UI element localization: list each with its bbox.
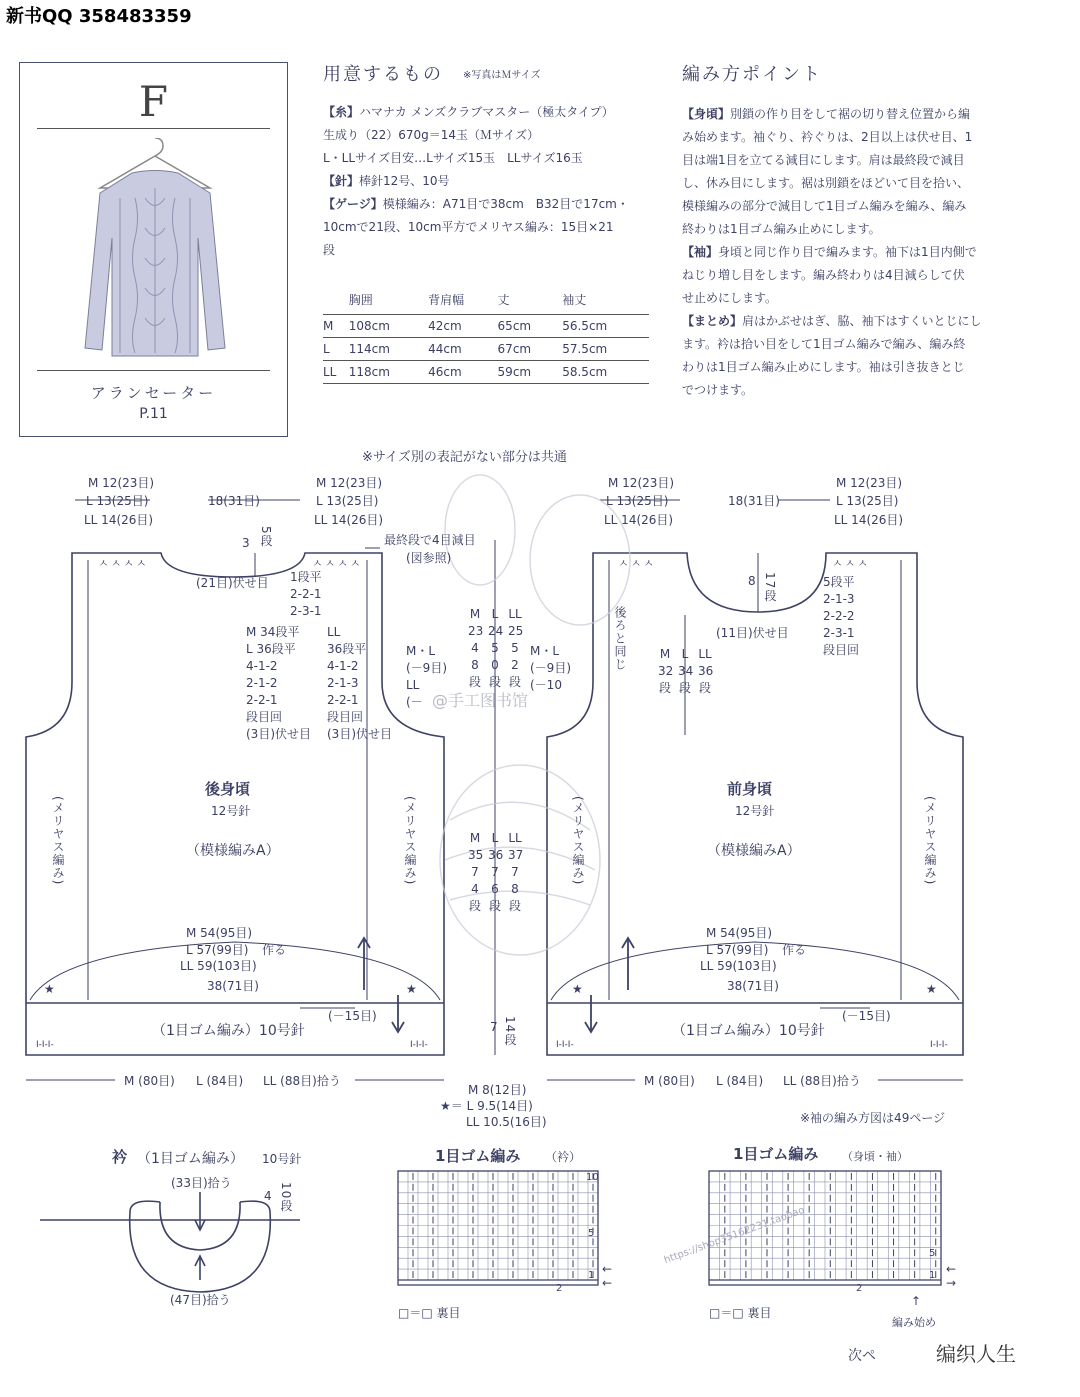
size-name: LL	[323, 361, 349, 384]
back-neck-depth-cm: 3	[242, 536, 250, 550]
front-armhole-value: L	[681, 647, 689, 661]
chart2-row1: 1	[929, 1270, 936, 1281]
back-shoulder-ll: LL 14(26目)	[84, 513, 154, 527]
chart2-sub: （身頃・袖）	[842, 1150, 908, 1163]
header-text: 新书QQ 358483359	[6, 6, 192, 27]
body-length-value: 37	[508, 848, 524, 862]
neck-decrease-step: 2-1-3	[823, 592, 855, 606]
materials-text: 生成り（22）670g＝14玉（Ｍサイズ）	[323, 128, 540, 142]
size-value: 56.5cm	[562, 315, 649, 338]
back-pickup-ll: LL (88目)拾う	[263, 1074, 341, 1088]
next-page: 次ペ	[848, 1348, 876, 1364]
back-shoulder-ll-right: LL 14(26目)	[314, 513, 384, 527]
points-text: し、休み目にします。裾は別鎖をほどいて目を拾い、	[682, 176, 970, 190]
watermark: @手工图书馆	[432, 691, 529, 710]
back-star-left: ★	[44, 982, 55, 996]
back-side-left: (メリヤス編み)	[51, 796, 65, 886]
back-rib-symbol-right: I-I-I-	[410, 1040, 428, 1050]
body-length-value: LL	[508, 831, 522, 845]
back-cast-tail: 作る	[262, 943, 287, 957]
front-hem-dec: (－15目)	[842, 1009, 891, 1023]
front-shoulder-ll: LL 14(26目)	[604, 513, 674, 527]
front-armhole-value: 32	[658, 664, 674, 678]
back-last-row-note-1: 最終段で4目減目	[384, 533, 476, 547]
armhole-depth-column	[488, 606, 502, 691]
back-hem-width: 38(71目)	[207, 979, 259, 993]
sleeve-note: ※袖の編み方図は49ページ	[800, 1111, 946, 1125]
armhole-depth-char: 5	[511, 641, 519, 655]
size-value: 57.5cm	[562, 338, 649, 361]
body-length-value: 35	[468, 848, 484, 862]
points-text: 終わりは1目ゴム編み止めにします。	[682, 222, 881, 236]
neck-decrease-step: 2-3-1	[290, 604, 322, 618]
size-header: 丈	[497, 293, 510, 307]
chart2-title: 1目ゴム編み	[733, 1145, 819, 1163]
armhole-depth	[468, 606, 522, 691]
back-title: 後身頃	[205, 780, 251, 798]
front-pickup-m: M (80目)	[644, 1074, 695, 1088]
back-decrease-marks-left: ㅅㅅㅅㅅ	[98, 557, 149, 570]
materials-tag: 【針】	[323, 174, 360, 188]
front-armhole-column	[678, 646, 692, 697]
back-pickup-m: M (80目)	[124, 1074, 175, 1088]
armhole-step: 2-1-3	[327, 676, 359, 690]
armhole-step: 4-1-2	[246, 659, 278, 673]
front-decrease-marks-right: ㅅㅅㅅ	[832, 557, 870, 570]
chart1-sub: （衿）	[545, 1150, 582, 1164]
back-armhole-ll	[327, 624, 392, 743]
star-m: M 8(12目)	[468, 1083, 527, 1097]
body-length-char: 段	[488, 899, 501, 913]
back-last-row-note-2: (図参照)	[406, 551, 452, 565]
collar-depth-rows: 10段	[279, 1182, 293, 1213]
front-star-left: ★	[572, 982, 583, 996]
front-neck-width: 18(31目)	[728, 494, 780, 508]
chart1-legend: □＝□ 裏目	[398, 1306, 461, 1320]
front-shoulder-l: L 13(25目)	[606, 494, 669, 508]
armhole-dec-step: (－	[406, 695, 423, 709]
front-rib: （1目ゴム編み）10号針	[672, 1023, 825, 1039]
chart1-arrows: ← ←	[602, 1262, 613, 1290]
points-tag: 【身頃】	[682, 107, 731, 121]
armhole-step: (3目)伏せ目	[246, 727, 311, 741]
chart2-row5: 5	[929, 1248, 936, 1259]
chart1-row1: 1	[588, 1270, 595, 1281]
size-value: 58.5cm	[562, 361, 649, 384]
size-value: 118cm	[349, 361, 428, 384]
back-pattern: （模様編みA）	[186, 843, 280, 859]
collar-needle: 10号針	[262, 1152, 302, 1166]
armhole-depth-char: 段	[468, 675, 481, 689]
body-length-column	[488, 830, 502, 915]
front-armhole-value: 段	[678, 681, 691, 695]
size-name: L	[323, 338, 349, 361]
rib-length-rows: 14段	[503, 1016, 517, 1047]
star-l: ★＝ L 9.5(14目)	[440, 1099, 533, 1113]
front-rib-symbol-right: I-I-I-	[930, 1040, 948, 1050]
chart1-row5: 5	[588, 1228, 595, 1239]
footer-watermark: 编织人生	[936, 1342, 1016, 1366]
neck-decrease-step: 2-2-1	[290, 587, 322, 601]
size-header: 胸囲	[348, 293, 373, 307]
armhole-step: 段目回	[327, 710, 364, 724]
star-ll: LL 10.5(16目)	[466, 1115, 547, 1129]
neck-decrease-step: 1段平	[290, 570, 322, 584]
armhole-step: LL	[327, 625, 341, 639]
rib-length-cm: 7	[490, 1020, 498, 1034]
body-length-char: 段	[468, 899, 481, 913]
body-length-value: L	[491, 831, 499, 845]
armhole-dec-step: M・L	[406, 644, 436, 658]
points-text: でつけます。	[682, 383, 754, 397]
armhole-depth-char: 5	[491, 641, 499, 655]
body-length	[468, 830, 522, 915]
front-cast-l: L 57(99目)	[706, 943, 769, 957]
back-side-right: (メリヤス編み)	[403, 796, 417, 886]
neck-decrease-step: 段目回	[823, 643, 860, 657]
chart2-start: 編み始め	[892, 1316, 936, 1329]
collar-bottom-pick: (47目)拾う	[170, 1293, 231, 1307]
armhole-step: M 34段平	[246, 625, 300, 639]
materials-text: 棒針12号、10号	[359, 174, 450, 188]
armhole-depth-char: 4	[471, 641, 479, 655]
armhole-depth-value: 25	[508, 624, 524, 638]
armhole-step: L 36段平	[246, 642, 296, 656]
armhole-dec-step: LL	[406, 678, 420, 692]
body-length-column	[468, 830, 482, 915]
front-shoulder-ll-right: LL 14(26目)	[834, 513, 904, 527]
front-armhole-value: 段	[658, 681, 671, 695]
back-neck-decreases	[290, 569, 322, 620]
card-page: P.11	[139, 406, 168, 422]
front-decrease-marks-left: ㅅㅅㅅ	[618, 557, 656, 570]
points-text: み始めます。袖ぐり、衿ぐりは、2目以上は伏せ目、1	[682, 130, 973, 144]
card-letter: F	[138, 77, 169, 126]
front-pickup-ll: LL (88目)拾う	[783, 1074, 861, 1088]
armhole-step: (3目)伏せ目	[327, 727, 392, 741]
body-length-char: 7	[491, 865, 499, 879]
points-text: わりは1目ゴム編み止めにします。袖は引き抜きとじ	[682, 360, 965, 374]
common-note: ※サイズ別の表記がない部分は共通	[362, 450, 567, 465]
back-rib-symbol-left: I-I-I-	[36, 1040, 54, 1050]
chart1-col2: 2	[556, 1283, 563, 1294]
armhole-step: 36段平	[327, 642, 367, 656]
chart1-row10: 10	[586, 1172, 599, 1183]
points-title: 編み方ポイント	[682, 64, 822, 85]
armhole-depth-char: 0	[491, 658, 499, 672]
front-neck-bind: (11目)伏せ目	[716, 626, 789, 640]
front-armhole-value: 36	[698, 664, 714, 678]
size-value: 67cm	[498, 338, 563, 361]
points-tag: 【袖】	[682, 245, 719, 259]
front-cast-tail: 作る	[782, 943, 807, 957]
armhole-step: 2-2-1	[327, 693, 359, 707]
back-neck-width: 18(31目)	[208, 494, 260, 508]
chart1-title: 1目ゴム編み	[435, 1147, 521, 1165]
front-pattern: （模様編みA）	[707, 843, 801, 859]
armhole-dec-step: (－9目)	[530, 661, 571, 675]
armhole-depth-column	[468, 606, 482, 691]
front-shoulder-m-right: M 12(23目)	[836, 476, 903, 490]
chart2-col2: 2	[856, 1283, 863, 1294]
front-neck-depth-rows: 17段	[763, 572, 777, 603]
front-neck-depth-cm: 8	[748, 574, 756, 588]
body-length-value: M	[469, 831, 481, 845]
front-neck-decreases	[823, 574, 859, 659]
front-rib-symbol-left: I-I-I-	[556, 1040, 574, 1050]
armhole-depth-value: 23	[468, 624, 484, 638]
back-shoulder-l: L 13(25目)	[86, 494, 149, 508]
materials-text: L・LLサイズ目安…Lサイズ15玉 LLサイズ16玉	[323, 151, 583, 165]
materials-text: 段	[323, 243, 336, 257]
back-star-right: ★	[406, 982, 417, 996]
points-text: ます。衿は拾い目をして1目ゴム編みで編み、編み終	[682, 337, 966, 351]
armhole-depth-char: 8	[471, 658, 479, 672]
front-armhole-value: M	[659, 647, 671, 661]
collar-depth-cm: 4	[264, 1189, 272, 1203]
armhole-depth-value: 24	[488, 624, 504, 638]
armhole-step: 段目回	[246, 710, 283, 724]
size-header: 袖丈	[562, 293, 587, 307]
back-pickup-l: L (84目)	[196, 1074, 244, 1088]
size-value: 46cm	[428, 361, 497, 384]
points-text: せ止めにします。	[682, 291, 778, 305]
size-name: M	[323, 315, 349, 338]
materials-tag: 【糸】	[323, 105, 360, 119]
back-shoulder-m-right: M 12(23目)	[316, 476, 383, 490]
back-neck-bind: (21目)伏せ目	[196, 576, 269, 590]
points-text: 身頃と同じ作り目で編みます。袖下は1目内側で	[718, 245, 977, 259]
back-rib: （1目ゴム編み）10号針	[152, 1023, 305, 1039]
front-pickup-l: L (84目)	[716, 1074, 764, 1088]
body-length-char: 8	[511, 882, 519, 896]
armhole-dec-right	[530, 643, 571, 694]
front-shoulder-m: M 12(23目)	[608, 476, 675, 490]
neck-decrease-step: 2-2-2	[823, 609, 855, 623]
armhole-dec-step: (－10	[530, 678, 562, 692]
armhole-depth-char: 段	[508, 675, 521, 689]
materials-text: 模様編み：A71目で38cm B32目で17cm・	[382, 197, 629, 211]
size-header: 背肩幅	[428, 293, 465, 307]
collar-top-pick: (33目)拾う	[171, 1176, 232, 1190]
neck-decrease-step: 2-3-1	[823, 626, 855, 640]
chart2-legend: □＝□ 裏目	[709, 1306, 772, 1320]
body-length-char: 6	[491, 882, 499, 896]
back-decrease-marks-right: ㅅㅅㅅㅅ	[312, 557, 363, 570]
points-text: 模様編みの部分で減目して1目ゴム編みを編み、編み	[682, 199, 967, 213]
size-value: 65cm	[498, 315, 563, 338]
front-hem-width: 38(71目)	[727, 979, 779, 993]
front-armhole-value: LL	[698, 647, 712, 661]
collar-subtitle: （1目ゴム編み）	[137, 1151, 244, 1167]
armhole-dec-step: M・L	[530, 644, 560, 658]
front-armhole-depth	[658, 646, 712, 697]
body-length-char: 7	[511, 865, 519, 879]
materials-title: 用意するもの	[323, 64, 443, 85]
points-text: 別鎖の作り目をして裾の切り替え位置から編	[730, 107, 971, 121]
armhole-depth-column	[508, 606, 522, 691]
front-side-right: (メリヤス編み)	[923, 796, 937, 886]
front-armhole-value: 34	[678, 664, 694, 678]
back-needle: 12号針	[211, 804, 251, 818]
body-length-column	[508, 830, 522, 915]
front-needle: 12号針	[735, 804, 775, 818]
front-side-left: (メリヤス編み)	[571, 796, 585, 886]
body-length-char: 段	[508, 899, 521, 913]
armhole-step: 4-1-2	[327, 659, 359, 673]
armhole-step: 2-2-1	[246, 693, 278, 707]
armhole-step: 2-1-2	[246, 676, 278, 690]
front-cast-ll: LL 59(103目)	[700, 959, 777, 973]
size-value: 114cm	[349, 338, 428, 361]
front-armhole-column	[698, 646, 712, 697]
front-shoulder-l-right: L 13(25目)	[836, 494, 899, 508]
points-tag: 【まとめ】	[682, 314, 743, 328]
back-shoulder-m: M 12(23目)	[88, 476, 155, 490]
armhole-depth-char: 2	[511, 658, 519, 672]
card-name: アランセーター	[90, 384, 217, 402]
size-value: 108cm	[349, 315, 428, 338]
points-text: 目は端1目を立てる減目にします。肩は最終段で減目	[682, 153, 965, 167]
back-cast-ll: LL 59(103目)	[180, 959, 257, 973]
size-value: 59cm	[498, 361, 563, 384]
materials-note: ※写真はＭサイズ	[463, 70, 541, 81]
back-cast-m: M 54(95目)	[186, 926, 253, 940]
points-text: ねじり増し目をします。編み終わりは4目減らして伏	[682, 268, 965, 282]
armhole-dec-step: (－9目)	[406, 661, 447, 675]
chart2-arrows: ← →	[946, 1262, 957, 1290]
back-armhole-m	[246, 624, 311, 743]
chart-watermark: https://shop35162231.taobao	[662, 1204, 807, 1267]
front-star-right: ★	[926, 982, 937, 996]
size-value: 42cm	[428, 315, 497, 338]
back-hem-dec: (－15目)	[328, 1009, 377, 1023]
front-armhole-value: 段	[698, 681, 711, 695]
armhole-depth-value: L	[491, 607, 499, 621]
body-length-value: 36	[488, 848, 504, 862]
body-length-char: 7	[471, 865, 479, 879]
armhole-depth-value: M	[469, 607, 481, 621]
front-cast-m: M 54(95目)	[706, 926, 773, 940]
materials-tag: 【ゲージ】	[323, 197, 383, 211]
points-text: 肩はかぶせはぎ、脇、袖下はすくいとじにし	[742, 314, 982, 328]
armhole-depth-value: LL	[508, 607, 522, 621]
size-value: 44cm	[428, 338, 497, 361]
armhole-depth-char: 段	[488, 675, 501, 689]
front-armhole-column	[658, 646, 672, 697]
materials-text: 10cmで21段、10cm平方でメリヤス編み：15目×21	[323, 220, 614, 234]
front-same-as-back: 後ろと同じ	[613, 606, 627, 671]
front-title: 前身頃	[727, 780, 773, 798]
back-shoulder-l-right: L 13(25目)	[316, 494, 379, 508]
body-length-char: 4	[471, 882, 479, 896]
neck-decrease-step: 5段平	[823, 575, 855, 589]
materials-text: ハマナカ メンズクラブマスター（極太タイプ）	[359, 105, 614, 119]
back-neck-depth-rows: 5段	[259, 526, 273, 548]
chart2-start-arrow: ↑	[911, 1294, 922, 1308]
back-cast-l: L 57(99目)	[186, 943, 249, 957]
collar-title: 衿	[112, 1148, 128, 1166]
